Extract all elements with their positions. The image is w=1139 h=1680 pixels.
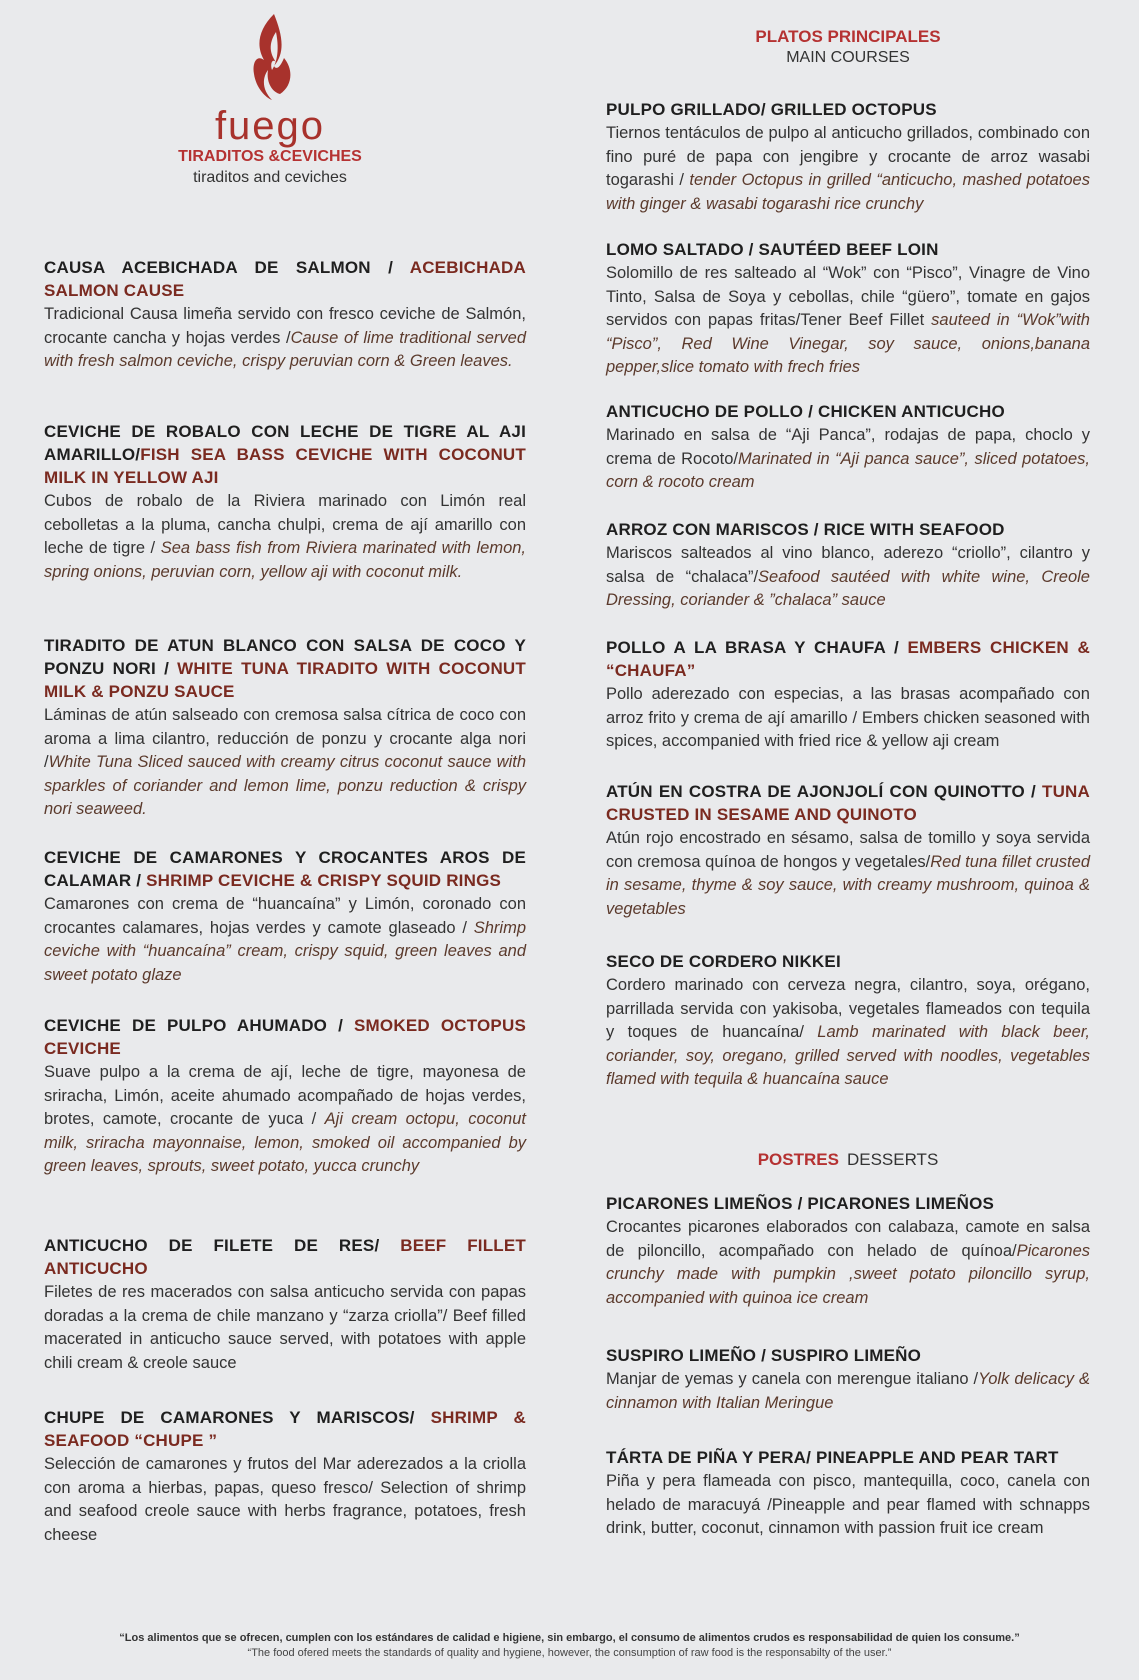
- dish-title: ANTICUCHO DE FILETE DE RES/ BEEF FILLET ANTICUCHO: [44, 1236, 526, 1278]
- dish-title: CHUPE DE CAMARONES Y MARISCOS/ SHRIMP & SEAFOOD “CHUPE ”: [44, 1408, 526, 1450]
- dish-description: Suave pulpo a la crema de ají, leche de tigre, mayonesa de sriracha, Limón, aceite ahumado acompañado de hojas verdes, brotes, camote, crocante de yuca / Aji cream octopu, coconut milk, sriracha mayonnaise, lemon, smoked oil accompanied by green leaves, sprouts, sweet potato, yucca crunchy: [44, 1063, 526, 1175]
- dish-title: ARROZ CON MARISCOS / RICE WITH SEAFOOD: [606, 520, 1005, 539]
- dish-item: [606, 238, 1090, 380]
- dish-title: TIRADITO DE ATUN BLANCO CON SALSA DE COCO Y PONZU NORI / WHITE TUNA TIRADITO WITH COCONUT MILK & PONZU SAUCE: [44, 636, 526, 701]
- dish-description: Atún rojo encostrado en sésamo, salsa de tomillo y soya servida con cremosa quínoa de hongos y vegetales/Red tuna fillet crusted in sesame, thyme & soy sauce, with creamy mushroom, quinoa & vegetables: [606, 829, 1090, 918]
- dish-description: Selección de camarones y frutos del Mar aderezados a la criolla con aroma a hierbas, papas, queso fresco/ Selection of shrimp and seafood creole sauce with herbs fragrance, potatoes, fresh cheese: [44, 1455, 526, 1544]
- dish-title: CAUSA ACEBICHADA DE SALMON / ACEBICHADA SALMON CAUSE: [44, 258, 526, 300]
- dish-item: [44, 1014, 526, 1179]
- dish-description: Marinado en salsa de “Aji Panca”, rodajas de papa, choclo y crema de Rocoto/Marinated in “Aji panca sauce”, sliced potatoes, corn & rocoto cream: [606, 426, 1090, 491]
- logo-block: [120, 12, 420, 188]
- desserts-title: POSTRES: [757, 1150, 839, 1169]
- dish-description: Mariscos salteados al vino blanco, aderezo “criollo”, cilantro y salsa de “chalaca”/Seafood sautéed with white wine, Creole Dressing, coriander & ”chalaca” sauce: [606, 544, 1090, 609]
- dish-description: Cordero marinado con cerveza negra, cilantro, soya, orégano, parrillada servida con yakisoba, vegetales flameados con tequila y toques de huancaína/ Lamb marinated with black beer, coriander, soy, oregano, grilled served with noodles, vegetables flamed with tequila & huancaína sauce: [606, 976, 1090, 1088]
- dish-item: [606, 636, 1090, 754]
- dessert-title: TÁRTA DE PIÑA Y PERA/ PINEAPPLE AND PEAR TART: [606, 1448, 1059, 1467]
- dish-description: Pollo aderezado con especias, a las brasas acompañado con arroz frito y crema de ají amarillo / Embers chicken seasoned with spices, accompanied with fried rice & yellow aji cream: [606, 685, 1090, 750]
- dish-item: [606, 98, 1090, 216]
- main-courses-header: [606, 26, 1090, 68]
- dish-description: Tradicional Causa limeña servido con fresco ceviche de Salmón, crocante cancha y hojas verdes /Cause of lime traditional served with fresh salmon ceviche, crispy peruvian corn & Green leaves.: [44, 305, 526, 370]
- dish-description: Tiernos tentáculos de pulpo al anticucho grillados, combinado con fino puré de papa con jengibre y crocante de arroz wasabi togarashi / tender Octopus in grilled “anticucho, mashed potatoes with ginger & wasabi togarashi rice crunchy: [606, 124, 1090, 213]
- dish-item: [606, 400, 1090, 495]
- dish-item: [44, 634, 526, 822]
- dish-item: [44, 420, 526, 584]
- dish-title: CEVICHE DE CAMARONES Y CROCANTES AROS DE CALAMAR / SHRIMP CEVICHE & CRISPY SQUID RINGS: [44, 848, 526, 890]
- dish-title: POLLO A LA BRASA Y CHAUFA / EMBERS CHICKEN & “CHAUFA”: [606, 638, 1090, 680]
- dish-title: LOMO SALTADO / SAUTÉED BEEF LOIN: [606, 240, 939, 259]
- dish-item: [606, 950, 1090, 1092]
- dish-title: PULPO GRILLADO/ GRILLED OCTOPUS: [606, 100, 937, 119]
- brand-name: fuego: [214, 104, 326, 148]
- dish-title: ATÚN EN COSTRA DE AJONJOLÍ CON QUINOTTO / TUNA CRUSTED IN SESAME AND QUINOTO: [606, 782, 1090, 824]
- dish-title: CEVICHE DE ROBALO CON LECHE DE TIGRE AL AJI AMARILLO/FISH SEA BASS CEVICHE WITH COCONUT MILK IN YELLOW AJI: [44, 422, 526, 487]
- dessert-description: Crocantes picarones elaborados con calabaza, camote en salsa de piloncillo, acompañado con helado de quínoa/Picarones crunchy made with pumpkin ,sweet potato piloncillo syrup, accompanied with quinoa ice cream: [606, 1218, 1090, 1307]
- desserts-header: [606, 1150, 1090, 1170]
- dish-description: Solomillo de res salteado al “Wok” con “Pisco”, Vinagre de Vino Tinto, Salsa de Soya y cebollas, chile “güero”, tomate en gajos servidos con papas fritas/Tener Beef Fillet sauteed in “Wok”with “Pisco”, Red Wine Vinegar, soy sauce, onions,banana pepper,slice tomato with frech fries: [606, 264, 1090, 376]
- section-title: TIRADITOS &CEVICHES: [178, 148, 362, 165]
- dish-title: ANTICUCHO DE POLLO / CHICKEN ANTICUCHO: [606, 402, 1005, 421]
- dessert-item: [606, 1344, 1090, 1415]
- dish-description: Camarones con crema de “huancaína” y Limón, coronado con crocantes calamares, hojas verdes y camote glaseado / Shrimp ceviche with “huancaína” cream, crispy squid, green leaves and sweet potato glaze: [44, 895, 526, 984]
- dish-description: Láminas de atún salseado con cremosa salsa cítrica de coco con aroma a lima cilantro, reducción de ponzu y crocante alga nori /White Tuna Sliced sauced with creamy citrus coconut sauce with sparkles of coriander and lemon lime, ponzu reduction & crispy nori seaweed.: [44, 706, 526, 818]
- dessert-description: Manjar de yemas y canela con merengue italiano /Yolk delicacy & cinnamon with Italian Meringue: [606, 1370, 1090, 1412]
- dish-item: [44, 1406, 526, 1547]
- disclaimer-es: “Los alimentos que se ofrecen, cumplen con los estándares de calidad e higiene, sin embargo, el consumo de alimentos crudos es responsabilidad de quien los consume.”: [119, 1632, 1020, 1644]
- dish-description: Filetes de res macerados con salsa anticucho servida con papas doradas a la crema de chile manzano y “zarza criolla”/ Beef filled macerated in anticucho sauce served, with potatoes with apple chili cream & creole sauce: [44, 1283, 526, 1372]
- dish-item: [44, 256, 526, 374]
- dessert-item: [606, 1446, 1090, 1541]
- dessert-title: PICARONES LIMEÑOS / PICARONES LIMEÑOS: [606, 1194, 995, 1213]
- dessert-item: [606, 1192, 1090, 1310]
- dish-item: [606, 780, 1090, 921]
- flame-logo-icon: [240, 12, 300, 104]
- desserts-subtitle: DESSERTS: [846, 1150, 939, 1169]
- main-courses-subtitle: MAIN COURSES: [786, 49, 910, 66]
- dish-description: Cubos de robalo de la Riviera marinado con Limón real cebolletas a la pluma, cancha chulpi, crema de ají amarillo con leche de tigre / Sea bass fish from Riviera marinated with lemon, spring onions, peruvian corn, yellow aji with coconut milk.: [44, 492, 526, 581]
- dish-item: [44, 846, 526, 987]
- dessert-description: Piña y pera flameada con pisco, mantequilla, coco, canela con helado de maracuyá /Pineapple and pear flamed with schnapps drink, butter, coconut, cinnamon with passion fruit ice cream: [606, 1472, 1090, 1537]
- dish-item: [606, 518, 1090, 613]
- dish-title: SECO DE CORDERO NIKKEI: [606, 952, 841, 971]
- dessert-title: SUSPIRO LIMEÑO / SUSPIRO LIMEÑO: [606, 1346, 922, 1365]
- section-subtitle: tiraditos and ceviches: [193, 169, 347, 186]
- disclaimer-en: “The food ofered meets the standards of quality and hygiene, however, the consumption of raw food is the responsabilty of the user.”: [247, 1647, 892, 1659]
- footer-disclaimer: [0, 1630, 1139, 1660]
- dish-item: [44, 1234, 526, 1375]
- dish-title: CEVICHE DE PULPO AHUMADO / SMOKED OCTOPUS CEVICHE: [44, 1016, 526, 1058]
- main-courses-title: PLATOS PRINCIPALES: [755, 27, 941, 46]
